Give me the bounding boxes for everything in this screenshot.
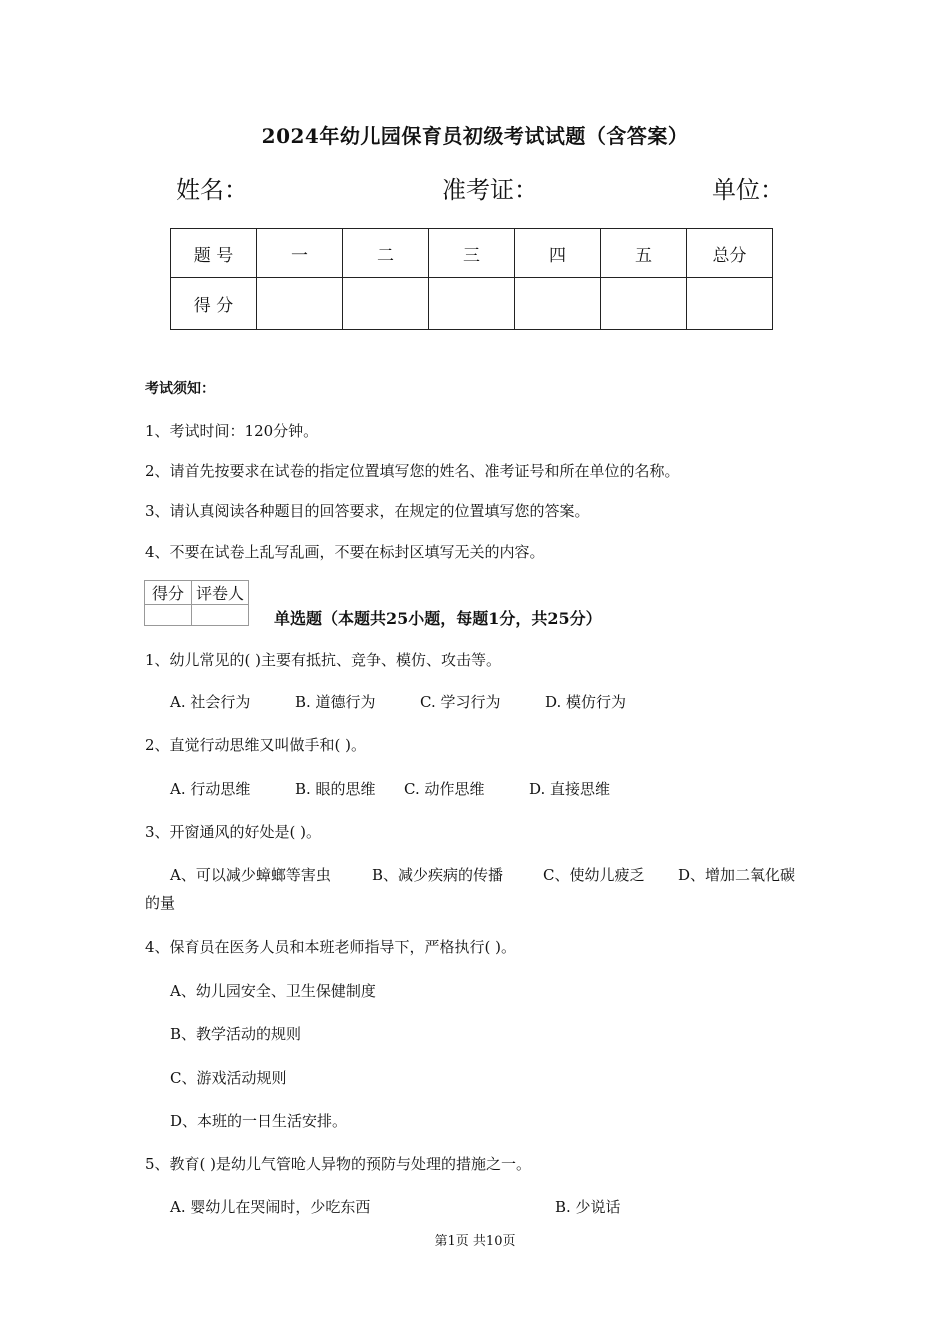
unit-field-label: 单位： — [712, 176, 784, 204]
option-c: C. 动作思维 — [404, 780, 485, 798]
score-cell-2[interactable] — [343, 278, 429, 330]
option-c: C、使幼儿疲乏 — [543, 866, 645, 884]
option-a: A. 婴幼儿在哭闹时，少吃东西 — [170, 1198, 371, 1216]
notes-item: 3、请认真阅读各种题目的回答要求，在规定的位置填写您的答案。 — [145, 502, 590, 520]
grader-score-label: 得分 — [145, 581, 192, 605]
grader-table — [144, 580, 249, 626]
option-a: A、可以减少蟑螂等害虫 — [170, 866, 331, 884]
score-header-4: 四 — [515, 229, 601, 278]
question-stem: 1、幼儿常见的( )主要有抵抗、竞争、模仿、攻击等。 — [145, 651, 502, 669]
question-stem: 3、开窗通风的好处是( )。 — [145, 823, 322, 841]
question-stem: 5、教育( )是幼儿气管呛人异物的预防与处理的措施之一。 — [145, 1155, 532, 1173]
score-header-3: 三 — [429, 229, 515, 278]
grader-reviewer-label: 评卷人 — [192, 581, 249, 605]
score-header-total: 总分 — [687, 229, 773, 278]
exam-id-field-label: 准考证： — [442, 176, 538, 204]
notes-item: 2、请首先按要求在试卷的指定位置填写您的姓名、准考证号和所在单位的名称。 — [145, 462, 680, 480]
score-header-2: 二 — [343, 229, 429, 278]
score-header-5: 五 — [601, 229, 687, 278]
option-d: D、增加二氧化碳 — [678, 866, 796, 884]
option-d: D. 模仿行为 — [545, 693, 627, 711]
option-c: C、游戏活动规则 — [170, 1069, 287, 1087]
score-table — [170, 228, 773, 330]
option-b: B、减少疾病的传播 — [372, 866, 504, 884]
option-b: B. 道德行为 — [295, 693, 376, 711]
score-cell-4[interactable] — [515, 278, 601, 330]
page-footer: 第1页 共10页 — [434, 1234, 516, 1249]
option-d-continued: 的量 — [145, 894, 176, 912]
option-a: A. 行动思维 — [170, 780, 251, 798]
score-cell-1[interactable] — [257, 278, 343, 330]
score-cell-5[interactable] — [601, 278, 687, 330]
option-c: C. 学习行为 — [420, 693, 501, 711]
question-stem: 4、保育员在医务人员和本班老师指导下，严格执行( )。 — [145, 938, 517, 956]
question-stem: 2、直觉行动思维又叫做手和( )。 — [145, 736, 367, 754]
document-title: 2024年幼儿园保育员初级考试试题（含答案） — [261, 124, 689, 148]
score-cell-3[interactable] — [429, 278, 515, 330]
notes-item: 1、考试时间：120分钟。 — [145, 422, 319, 440]
score-header-label: 题 号 — [171, 229, 257, 278]
option-d: D. 直接思维 — [529, 780, 611, 798]
section-title: 单选题（本题共25小题，每题1分，共25分） — [274, 609, 602, 628]
score-header-1: 一 — [257, 229, 343, 278]
grader-reviewer-cell[interactable] — [192, 605, 249, 626]
option-b: B、教学活动的规则 — [170, 1025, 302, 1043]
score-row-label: 得 分 — [171, 278, 257, 330]
option-a: A、幼儿园安全、卫生保健制度 — [170, 982, 376, 1000]
grader-score-cell[interactable] — [145, 605, 192, 626]
score-cell-total[interactable] — [687, 278, 773, 330]
option-d: D、本班的一日生活安排。 — [170, 1112, 348, 1130]
notes-item: 4、不要在试卷上乱写乱画，不要在标封区填写无关的内容。 — [145, 543, 545, 561]
notes-title: 考试须知： — [145, 381, 215, 397]
name-field-label: 姓名： — [176, 176, 248, 204]
option-b: B. 少说话 — [555, 1198, 621, 1216]
option-a: A. 社会行为 — [170, 693, 251, 711]
option-b: B. 眼的思维 — [295, 780, 376, 798]
